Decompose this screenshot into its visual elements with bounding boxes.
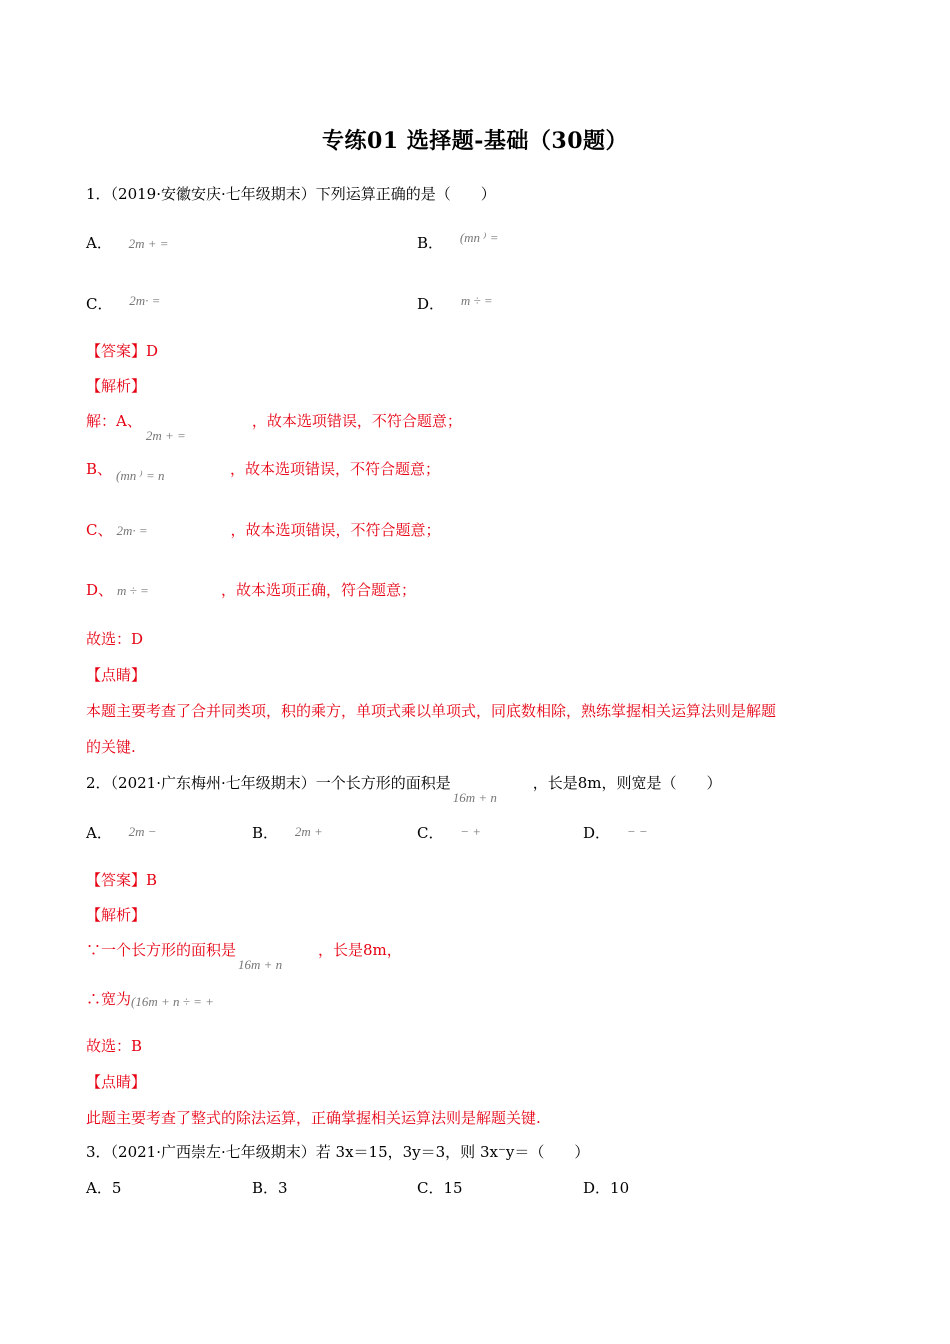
solution-suffix: ，故本选项正确，符合题意； (221, 581, 417, 599)
q2-comment-tag: 【点睛】 (86, 1073, 147, 1091)
q1-choose: 故选：D (86, 630, 144, 648)
solution-suffix: ，故本选项错误，不符合题意； (251, 412, 462, 430)
q1-analysis-tag: 【解析】 (86, 377, 147, 395)
q2-answer: 【答案】B (86, 871, 158, 889)
math-expression: m ÷ = (460, 293, 493, 308)
q1-comment-tag: 【点睛】 (86, 666, 147, 684)
q1-stem: 1．（2019·安徽安庆·七年级期末）下列运算正确的是（ ） (86, 185, 496, 203)
q3-option-c (417, 1177, 463, 1198)
option-label: D． (583, 1179, 611, 1197)
math-expression: 2m· = (129, 293, 161, 308)
q2-therefore (86, 989, 331, 1009)
q2-comment: 此题主要考查了整式的除法运算，正确掌握相关运算法则是解题关键. (86, 1109, 541, 1127)
option-label: B． (417, 234, 444, 252)
option-label: A． (86, 1179, 112, 1197)
option-label: A． (86, 824, 112, 842)
option-label: B． (252, 1179, 279, 1197)
solution-prefix: D、 (86, 581, 114, 599)
q2-option-d (583, 822, 648, 843)
q1-option-b (417, 230, 499, 253)
q3-option-b (252, 1177, 288, 1198)
stem-text: 2．（2021·广东梅州·七年级期末）一个长方形的面积是 (86, 774, 451, 792)
solution-text: ∵一个长方形的面积是 (86, 941, 237, 959)
option-label: A． (86, 234, 112, 252)
option-label: C． (86, 295, 113, 313)
math-expression: − − (626, 824, 648, 839)
option-label: D． (583, 824, 611, 842)
q1-solution-d (86, 580, 416, 600)
q1-solution-c (86, 520, 441, 540)
math-expression: (16m + n ÷ = + (131, 994, 214, 1009)
solution-suffix: ，故本选项错误，不符合题意； (230, 460, 441, 478)
q2-option-a (86, 822, 157, 843)
option-value: 3 (278, 1179, 288, 1197)
q1-comment-line2: 的关键. (86, 738, 136, 756)
math-expression: 2m + = (128, 236, 169, 251)
q3-option-a (86, 1177, 121, 1198)
math-expression: m ÷ = (117, 583, 149, 598)
q2-option-b (252, 822, 323, 843)
option-label: B． (252, 824, 279, 842)
solution-prefix: B、 (86, 460, 113, 478)
option-label: C． (417, 824, 444, 842)
solution-text: ∴宽为 (86, 990, 132, 1008)
math-expression: (mn ⁾ = (459, 230, 499, 245)
q1-option-d (417, 293, 493, 314)
q1-answer: 【答案】D (86, 342, 159, 360)
q1-option-c (86, 293, 161, 314)
q2-option-c (417, 822, 482, 843)
math-expression: − + (460, 824, 482, 839)
page-title: 专练01 选择题-基础（30题） (321, 128, 629, 154)
math-expression: 2m· = (116, 523, 148, 538)
solution-suffix: ，故本选项错误，不符合题意； (230, 521, 441, 539)
q2-stem (86, 773, 722, 805)
stem-text: ，长是8m，则宽是（ ） (532, 774, 722, 792)
option-value: 5 (111, 1179, 122, 1197)
option-value: 10 (610, 1179, 630, 1197)
math-expression: 2m + (294, 824, 323, 839)
option-label: C． (417, 1179, 444, 1197)
q1-comment-line1: 本题主要考查了合并同类项，积的乘方，单项式乘以单项式，同底数相除，熟练掌握相关运算法则是解题 (86, 702, 777, 720)
q2-choose: 故选：B (86, 1037, 143, 1055)
math-expression: 16m + n (238, 957, 283, 972)
math-expression: (mn ⁾ = n (116, 468, 165, 483)
math-expression: 2m + = (145, 428, 186, 443)
q1-solution-b (86, 459, 441, 483)
q1-option-a (86, 232, 169, 253)
option-value: 15 (443, 1179, 463, 1197)
solution-prefix: C、 (86, 521, 113, 539)
math-expression: 16m + n (452, 790, 497, 805)
math-expression: 2m − (128, 824, 157, 839)
q3-stem: 3．（2021·广西崇左·七年级期末）若 3x＝15，3y＝3，则 3x⁻y＝（ ） (86, 1143, 590, 1161)
q2-because (86, 940, 402, 972)
solution-text: ，长是8m， (318, 941, 402, 959)
q1-solution-a (86, 411, 462, 443)
q2-analysis-tag: 【解析】 (86, 906, 147, 924)
solution-prefix: 解：A、 (86, 412, 142, 430)
option-label: D． (417, 295, 445, 313)
q3-option-d (583, 1177, 629, 1198)
